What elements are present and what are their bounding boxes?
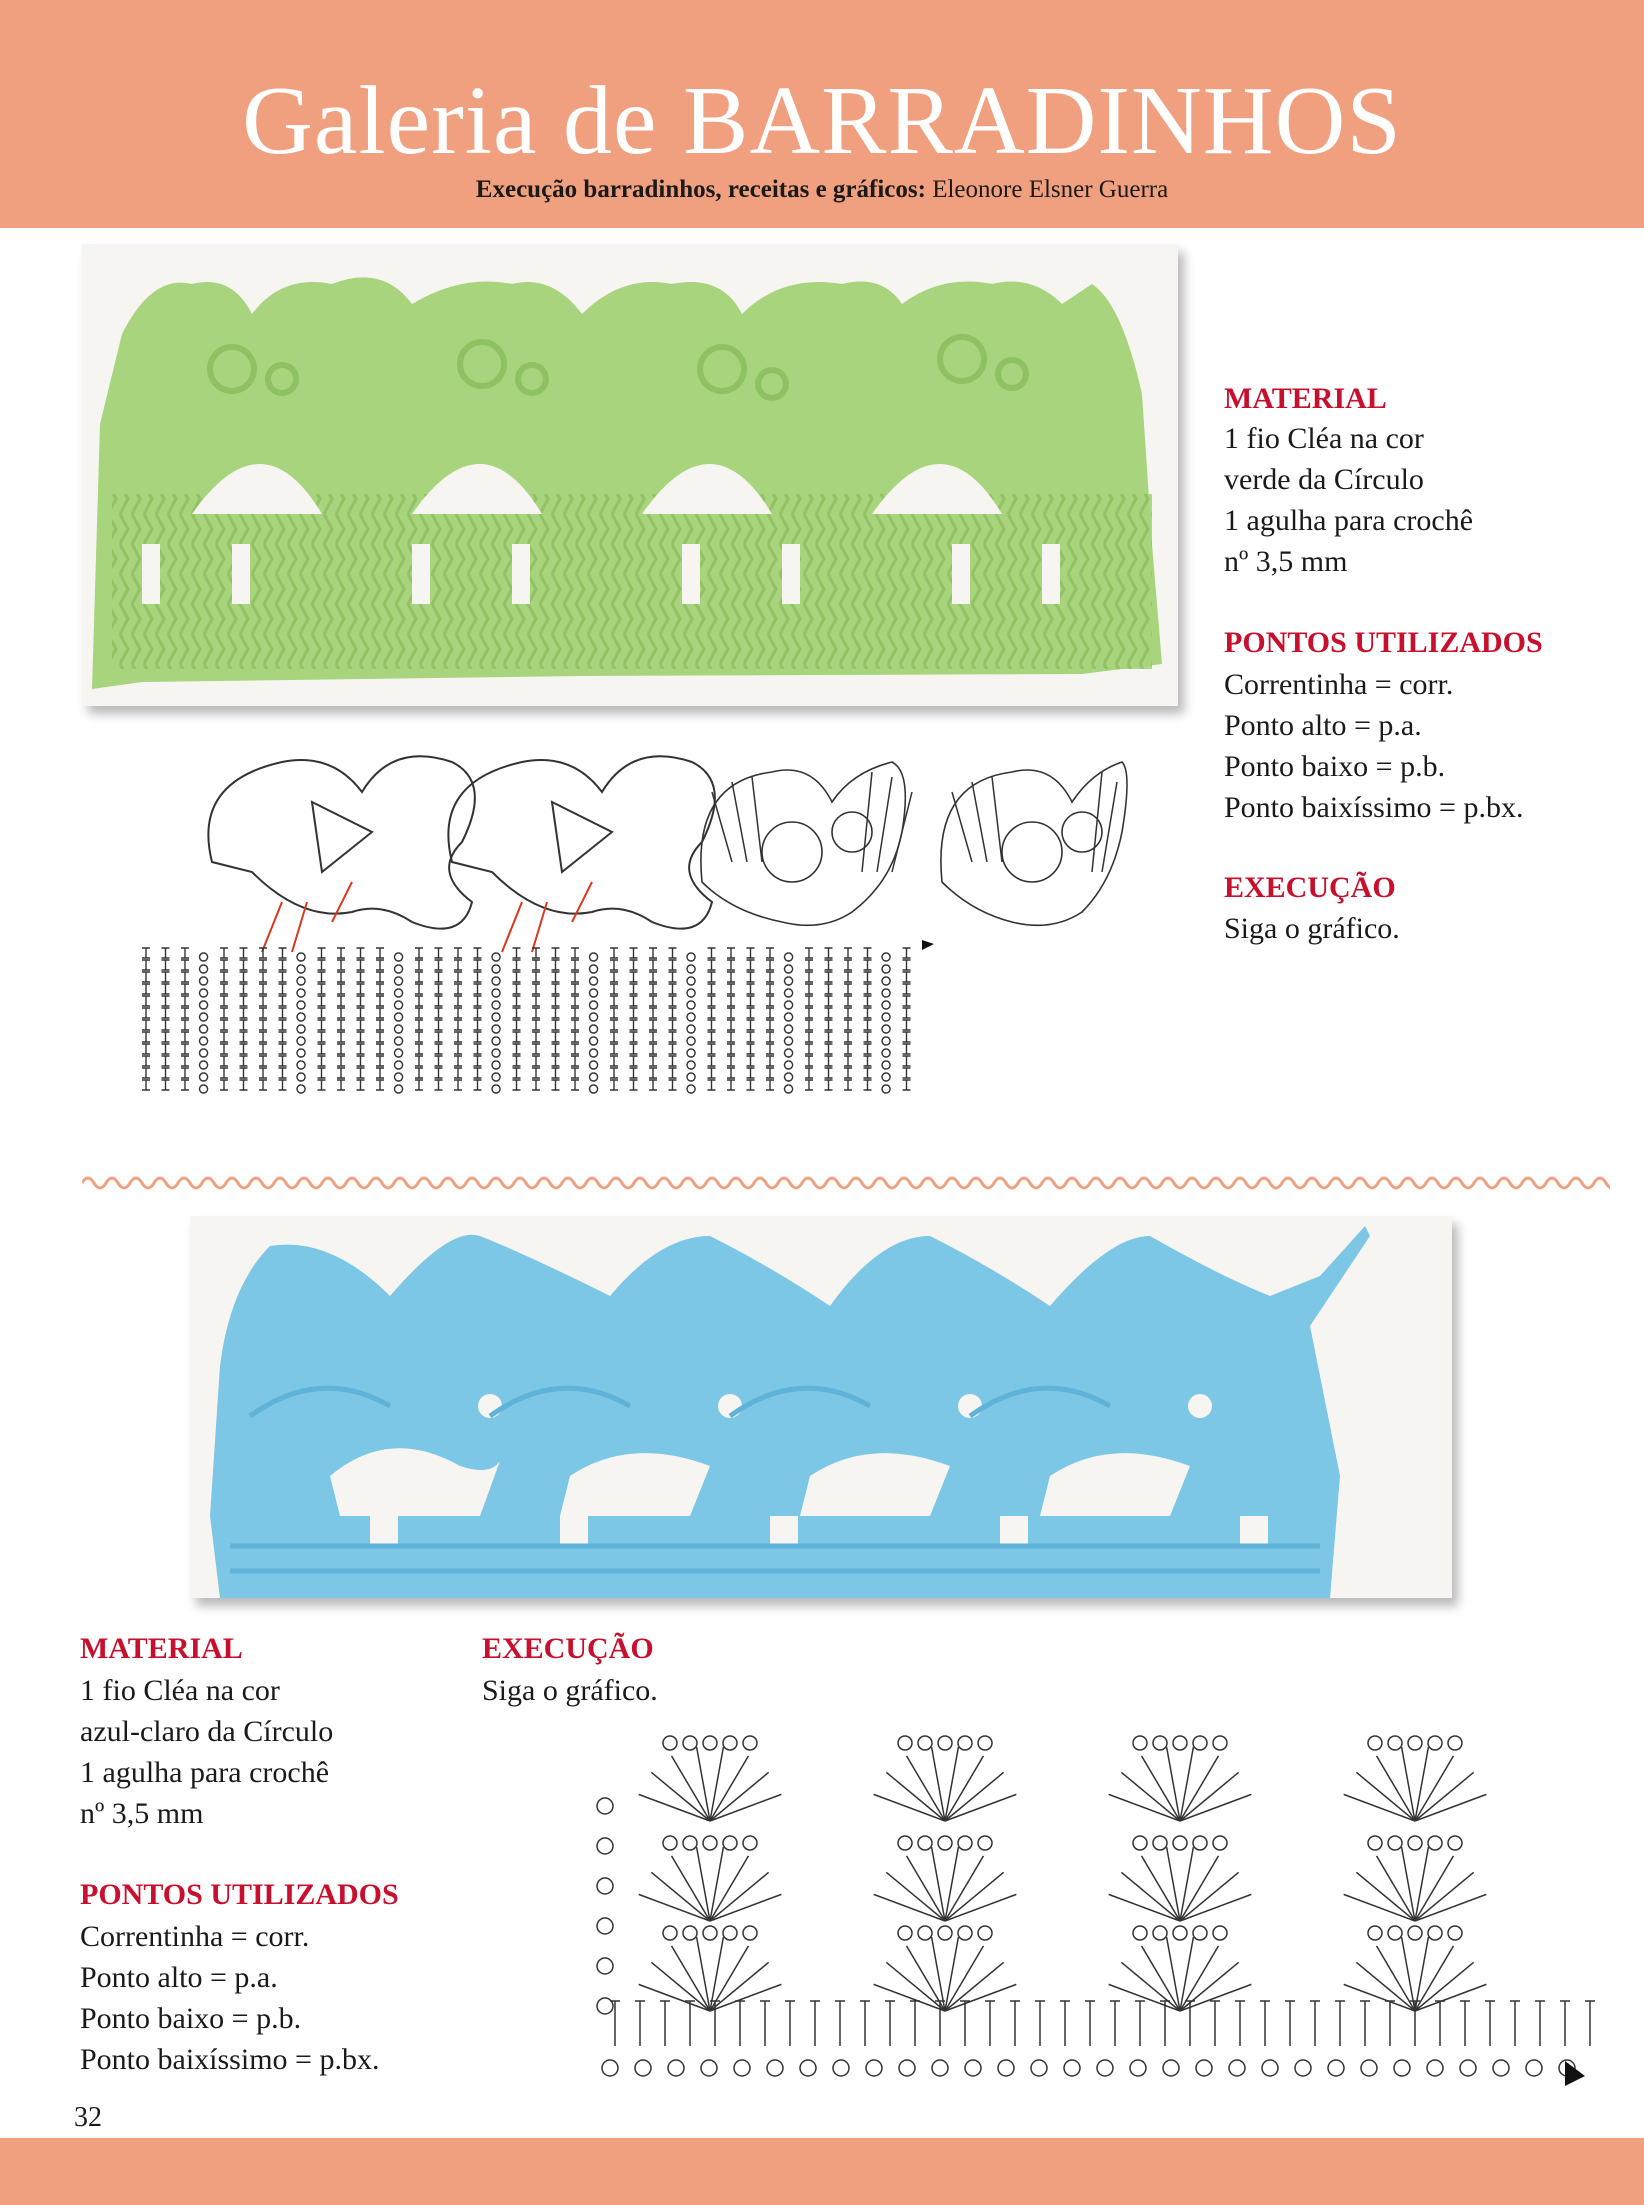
green-material-line: 1 fio Cléa na cor	[1224, 422, 1424, 455]
green-edging-illustration	[82, 244, 1178, 706]
blue-stitch-line: Ponto baixíssimo = p.bx.	[80, 2043, 380, 2076]
green-execution-heading: EXECUÇÃO	[1224, 871, 1396, 904]
blue-chart-diagram	[590, 1676, 1600, 2096]
blue-material-line: azul-claro da Círculo	[80, 1715, 334, 1748]
blue-edging-photo	[190, 1216, 1452, 1598]
green-crochet-chart	[132, 722, 1132, 1162]
footer-band	[0, 2138, 1644, 2205]
green-stitch-line: Ponto baixo = p.b.	[1224, 750, 1446, 783]
credits-line	[0, 176, 1644, 204]
green-stitch-line: Correntinha = corr.	[1224, 668, 1454, 701]
page-title: Galeria de BARRADINHOS	[242, 67, 1402, 175]
page-number: 32	[74, 2102, 102, 2133]
green-chart-diagram	[132, 722, 1132, 1162]
green-execution-text: Siga o gráfico.	[1224, 912, 1400, 945]
wave-divider	[82, 1168, 1610, 1198]
blue-execution-heading: EXECUÇÃO	[482, 1632, 654, 1665]
blue-stitch-line: Ponto alto = p.a.	[80, 1961, 278, 1994]
blue-stitches-heading: PONTOS UTILIZADOS	[80, 1878, 399, 1911]
green-stitch-line: Ponto baixíssimo = p.bx.	[1224, 791, 1524, 824]
green-material-line: verde da Círculo	[1224, 463, 1424, 496]
blue-material-heading: MATERIAL	[80, 1632, 243, 1665]
blue-material-line: 1 fio Cléa na cor	[80, 1674, 280, 1707]
credits-name: Eleonore Elsner Guerra	[932, 176, 1169, 203]
blue-material-line: 1 agulha para crochê	[80, 1756, 330, 1789]
blue-stitch-line: Ponto baixo = p.b.	[80, 2002, 302, 2035]
credits-label: Execução barradinhos, receitas e gráficos:	[475, 176, 926, 203]
blue-stitch-line: Correntinha = corr.	[80, 1920, 310, 1953]
green-material-heading: MATERIAL	[1224, 382, 1387, 415]
blue-crochet-chart	[590, 1676, 1600, 2096]
blue-execution-text: Siga o gráfico.	[482, 1674, 658, 1707]
green-stitch-line: Ponto alto = p.a.	[1224, 709, 1422, 742]
green-material-line: nº 3,5 mm	[1224, 545, 1348, 578]
green-material-line: 1 agulha para crochê	[1224, 504, 1474, 537]
blue-edging-illustration	[190, 1216, 1452, 1598]
blue-material-line: nº 3,5 mm	[80, 1797, 204, 1830]
header-band	[0, 0, 1644, 228]
green-edging-photo	[82, 244, 1178, 706]
green-stitches-heading: PONTOS UTILIZADOS	[1224, 626, 1543, 659]
